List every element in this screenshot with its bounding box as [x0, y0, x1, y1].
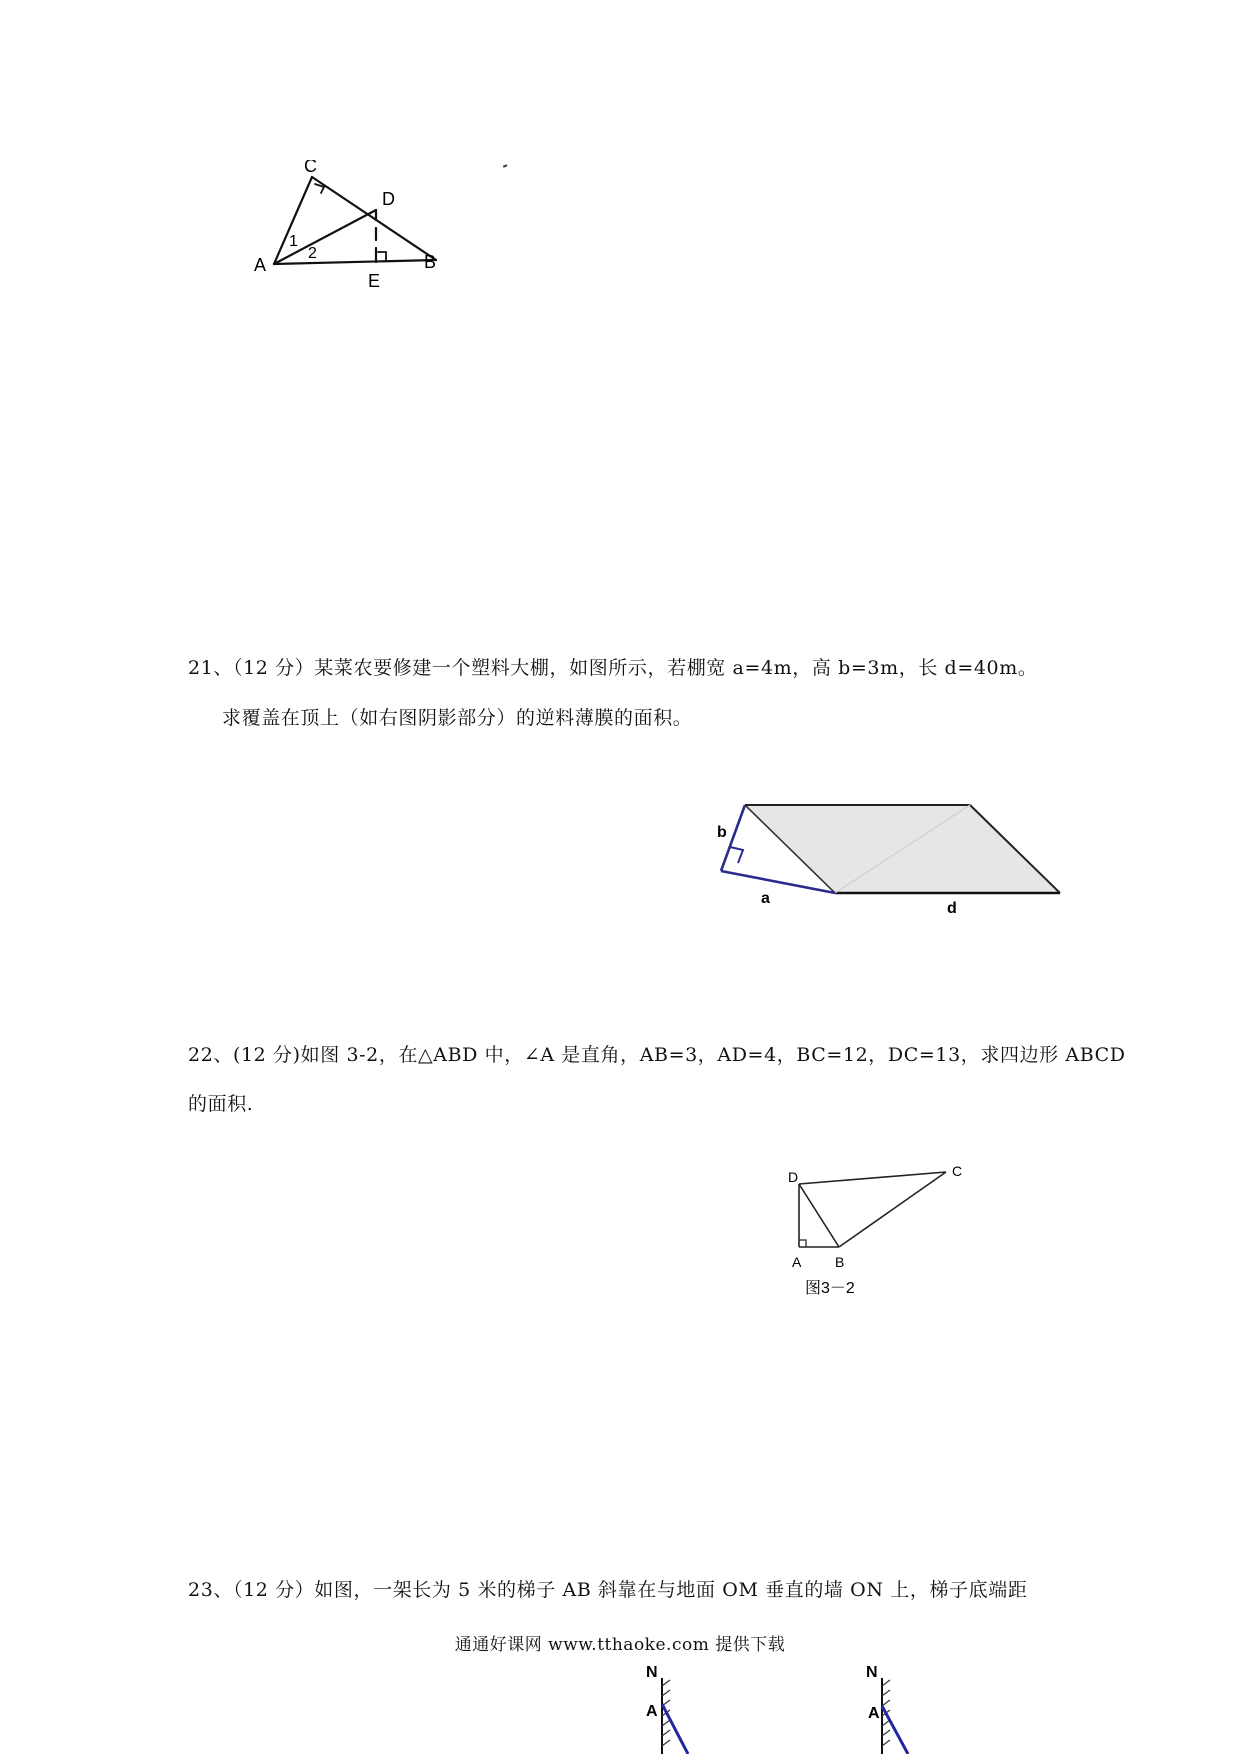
triangle-figure	[240, 160, 510, 330]
label-n-right: N	[866, 1664, 878, 1681]
label-b-height: b	[717, 824, 727, 841]
label-c-quad: C	[952, 1163, 963, 1179]
label-a: A	[254, 255, 267, 275]
label-a-width: a	[761, 890, 770, 907]
q23-text-line1: 23、（12 分）如图，一架长为 5 米的梯子 AB 斜靠在与地面 OM 垂直的墙 ON 上，梯子底端距	[188, 1579, 1028, 1601]
label-angle2: 2	[308, 245, 317, 262]
label-a-quad: A	[792, 1254, 802, 1270]
label-d-quad: D	[788, 1169, 799, 1185]
q21-text-line2: 求覆盖在顶上（如右图阴影部分）的逆料薄膜的面积。	[222, 707, 693, 729]
ladder-figure-left	[640, 1660, 720, 1754]
q22-text-line1: 22、(12 分)如图 3-2，在△ABD 中，∠A 是直角，AB=3，AD=4，BC=12，DC=13，求四边形 ABCD	[188, 1044, 1126, 1066]
label-d: D	[382, 189, 395, 209]
label-angle1: 1	[289, 233, 298, 250]
page-footer: 通通好课网 www.tthaoke.com 提供下载	[454, 1635, 786, 1655]
q21-text-line1: 21、（12 分）某菜农要修建一个塑料大棚，如图所示，若棚宽 a=4m，高 b=3m，长 d=40m。	[188, 657, 1038, 679]
label-c: C	[304, 160, 317, 176]
label-e: E	[368, 271, 381, 291]
label-b: B	[424, 252, 437, 272]
figure-caption: 图3－2	[805, 1280, 855, 1297]
q22-text-line2: 的面积.	[188, 1093, 254, 1115]
label-d-length: d	[947, 900, 957, 917]
greenhouse-figure	[705, 795, 1070, 920]
ladder-figure-right	[860, 1660, 940, 1754]
label-b-quad: B	[835, 1254, 845, 1270]
quadrilateral-figure	[780, 1160, 980, 1305]
label-n-left: N	[646, 1664, 658, 1681]
label-a-right: A	[868, 1705, 880, 1722]
label-a-left: A	[646, 1703, 658, 1720]
